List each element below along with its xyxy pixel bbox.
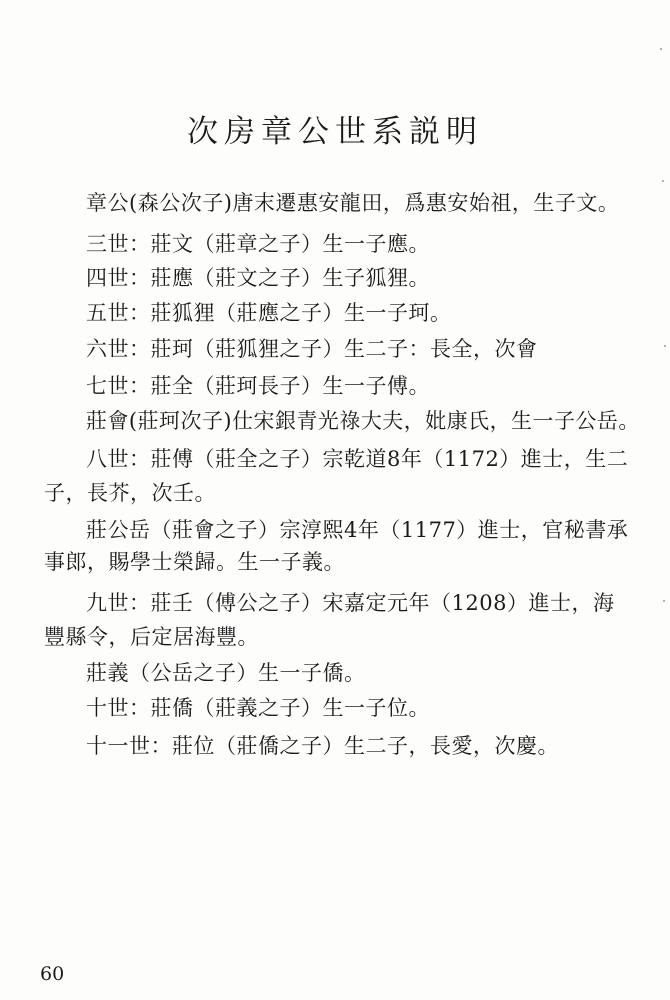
page-title: 次房章公世系説明 — [187, 114, 483, 150]
scan-speck — [660, 48, 662, 50]
text-line: 事郎，賜學士榮歸。生一子義。 — [44, 550, 345, 574]
text-line: 莊義（公岳之子）生一子僑。 — [86, 661, 366, 685]
text-line: 莊公岳（莊會之子）宗淳熙4年（1177）進士，官秘書承 — [86, 518, 629, 542]
text-line: 五世：莊狐狸（莊應之子）生一子珂。 — [86, 301, 452, 325]
text-line: 六世：莊珂（莊狐狸之子）生二子：長全，次會 — [86, 337, 538, 361]
text-line: 四世：莊應（莊文之子）生子狐狸。 — [86, 266, 430, 290]
text-line: 八世：莊傅（莊全之子）宗乾道8年（1172）進士，生二 — [86, 447, 629, 471]
text-line: 三世：莊文（莊章之子）生一子應。 — [86, 232, 430, 256]
page-number: 60 — [40, 963, 65, 985]
text-line: 莊會(莊珂次子)仕宋銀青光祿大夫，妣康氏，生一子公岳。 — [86, 409, 640, 433]
scan-speck — [664, 345, 666, 347]
text-line: 十一世：莊位（莊僑之子）生二子，長愛，次慶。 — [86, 734, 559, 758]
text-line: 九世：莊壬（傅公之子）宋嘉定元年（1208）進士，海 — [86, 591, 615, 615]
text-line: 子，長芥，次壬。 — [44, 481, 216, 505]
text-line: 豐縣令，后定居海豐。 — [44, 625, 259, 649]
scan-speck — [662, 180, 664, 182]
text-line: 七世：莊全（莊珂長子）生一子傅。 — [86, 374, 430, 398]
text-line: 十世：莊僑（莊義之子）生一子位。 — [86, 696, 430, 720]
scan-speck — [663, 600, 665, 602]
text-line: 章公(森公次子)唐末遷惠安龍田，爲惠安始祖，生子文。 — [86, 191, 620, 215]
